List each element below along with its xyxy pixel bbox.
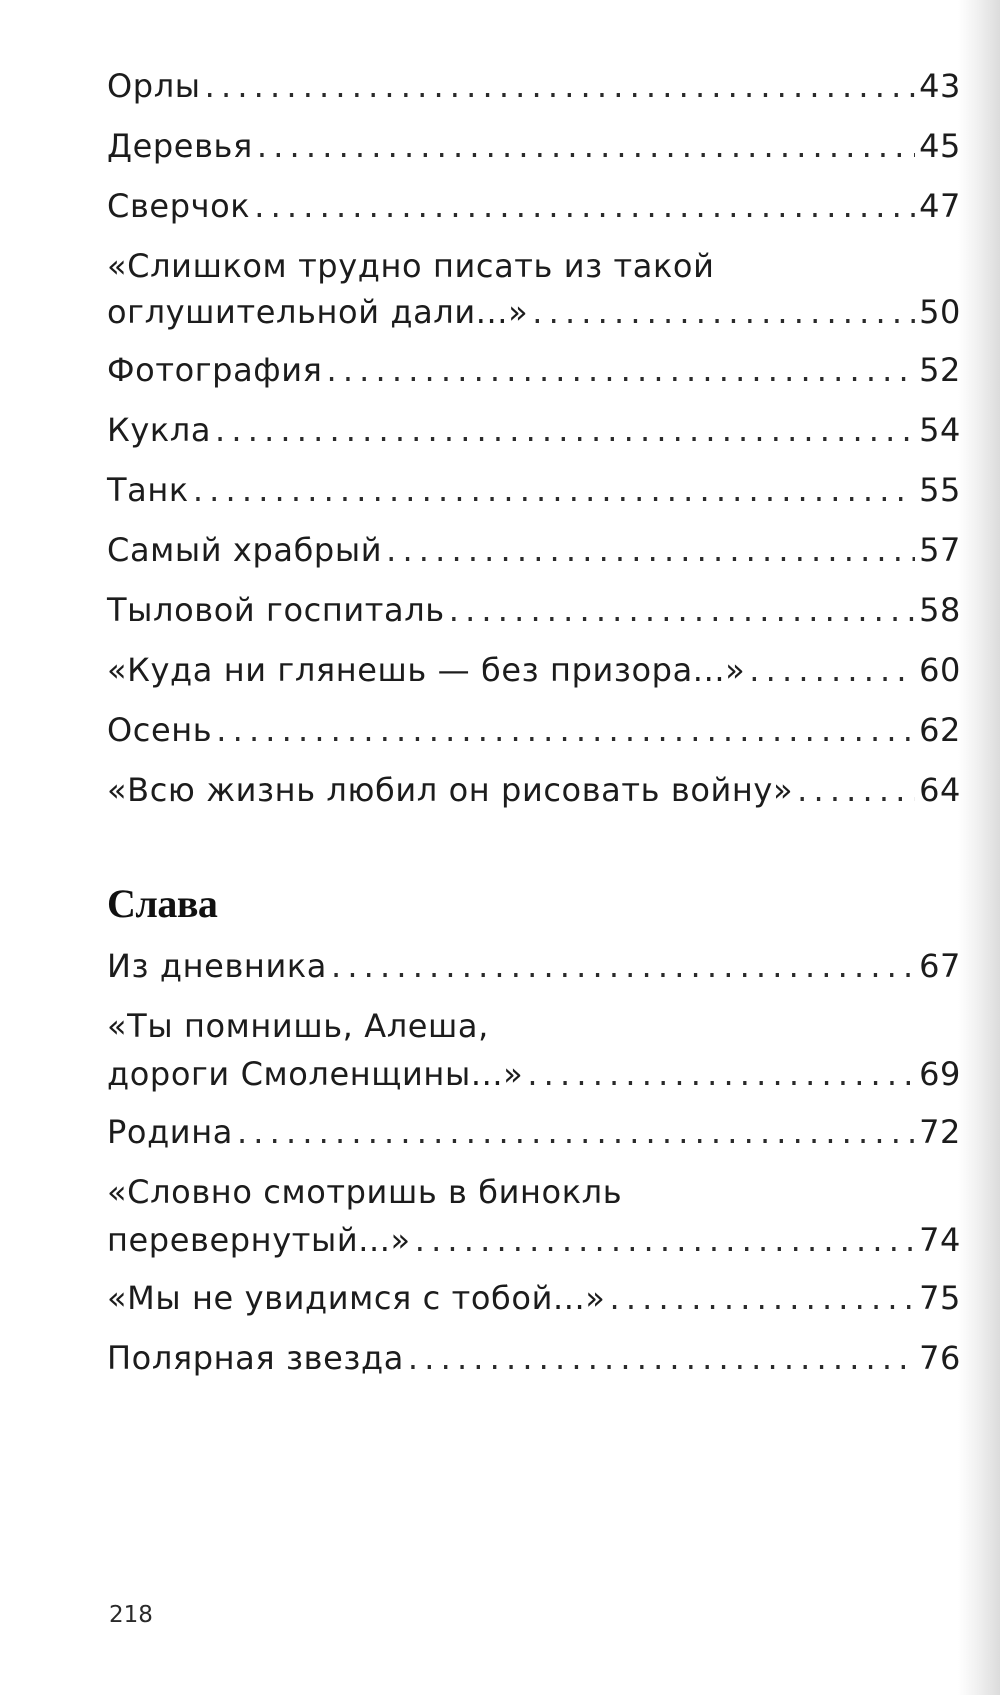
dot-leader: [386, 532, 915, 568]
dot-leader: [331, 948, 915, 984]
dot-leader: [415, 1222, 915, 1258]
toc-entry[interactable]: [107, 772, 961, 808]
toc-entry-title: Родина: [107, 1113, 233, 1151]
toc-entry-title-line-1: «Ты помнишь, Алеша,: [107, 1007, 489, 1045]
toc-entry[interactable]: [107, 412, 961, 448]
toc-entry-page: 45: [919, 127, 961, 165]
toc-entry-page: 74: [919, 1221, 961, 1259]
page-number: 218: [109, 1602, 153, 1628]
toc-entry-title: Деревья: [107, 127, 253, 165]
dot-leader: [205, 68, 915, 104]
toc-entry-page: 67: [919, 947, 961, 985]
dot-leader: [326, 352, 915, 388]
toc-entry-page: 62: [919, 711, 961, 749]
toc-entry[interactable]: [107, 652, 961, 688]
dot-leader: [257, 128, 915, 164]
toc-entry-title: Кукла: [107, 411, 212, 449]
section-heading: Слава: [107, 881, 218, 926]
dot-leader: [408, 1340, 915, 1376]
dot-leader: [215, 412, 915, 448]
dot-leader: [527, 1056, 915, 1092]
toc-entry[interactable]: [107, 1008, 961, 1092]
dot-leader: [216, 712, 915, 748]
toc-entry-title: дороги Смоленщины...»: [107, 1055, 524, 1093]
toc-entry-page: 55: [919, 471, 961, 509]
toc-entry-page: 52: [919, 351, 961, 389]
page-gutter-shadow: [958, 0, 1000, 1695]
toc-entry-page: 54: [919, 411, 961, 449]
toc-entry[interactable]: [107, 592, 961, 628]
dot-leader: [254, 188, 915, 224]
toc-entry-title: Из дневника: [107, 947, 327, 985]
toc-entry-page: 47: [919, 187, 961, 225]
toc-entry-title: перевернутый...»: [107, 1221, 411, 1259]
toc-entry-title: Осень: [107, 711, 213, 749]
toc-entry[interactable]: [107, 1340, 961, 1376]
dot-leader: [749, 652, 915, 688]
toc-entry-page: 72: [919, 1113, 961, 1151]
toc-entry-title: «Куда ни глянешь — без призора...»: [107, 651, 746, 689]
toc-entry-title-line-1: «Словно смотришь в бинокль: [107, 1173, 623, 1211]
toc-entry[interactable]: [107, 532, 961, 568]
toc-entry-page: 43: [919, 67, 961, 105]
toc-entry-title: оглушительной дали...»: [107, 293, 529, 331]
toc-entry[interactable]: [107, 68, 961, 104]
toc-entry[interactable]: [107, 1114, 961, 1150]
toc-entry-title: «Всю жизнь любил он рисовать войну»: [107, 771, 794, 809]
toc-entry[interactable]: [107, 188, 961, 224]
toc-entry-title: Полярная звезда: [107, 1339, 404, 1377]
toc-entry-page: 76: [919, 1339, 961, 1377]
toc-entry[interactable]: [107, 472, 961, 508]
dot-leader: [193, 472, 915, 508]
toc-entry-page: 75: [919, 1279, 961, 1317]
toc-entry-page: 60: [919, 651, 961, 689]
toc-entry-title: Сверчок: [107, 187, 251, 225]
toc-entry[interactable]: [107, 128, 961, 164]
toc-entry-title: Орлы: [107, 67, 201, 105]
toc-entry[interactable]: [107, 1174, 961, 1258]
dot-leader: [449, 592, 915, 628]
toc-entry[interactable]: [107, 712, 961, 748]
toc-entry-title: Тыловой госпиталь: [107, 591, 445, 629]
toc-entry-title: Танк: [107, 471, 189, 509]
dot-leader: [237, 1114, 915, 1150]
toc-entry[interactable]: [107, 248, 961, 330]
toc-entry-title: Фотография: [107, 351, 323, 389]
toc-entry[interactable]: [107, 1280, 961, 1316]
toc-entry-page: 64: [919, 771, 961, 809]
toc-entry[interactable]: [107, 352, 961, 388]
toc-entry-title-line-1: «Слишком трудно писать из такой: [107, 247, 715, 285]
dot-leader: [609, 1280, 915, 1316]
toc-entry-page: 57: [919, 531, 961, 569]
toc-entry-page: 50: [919, 293, 961, 331]
toc-entry-title: «Мы не увидимся с тобой...»: [107, 1279, 606, 1317]
dot-leader: [797, 772, 915, 808]
toc-entry-page: 58: [919, 591, 961, 629]
toc-entry[interactable]: [107, 948, 961, 984]
toc-entry-page: 69: [919, 1055, 961, 1093]
dot-leader: [532, 294, 915, 330]
toc-entry-title: Самый храбрый: [107, 531, 383, 569]
